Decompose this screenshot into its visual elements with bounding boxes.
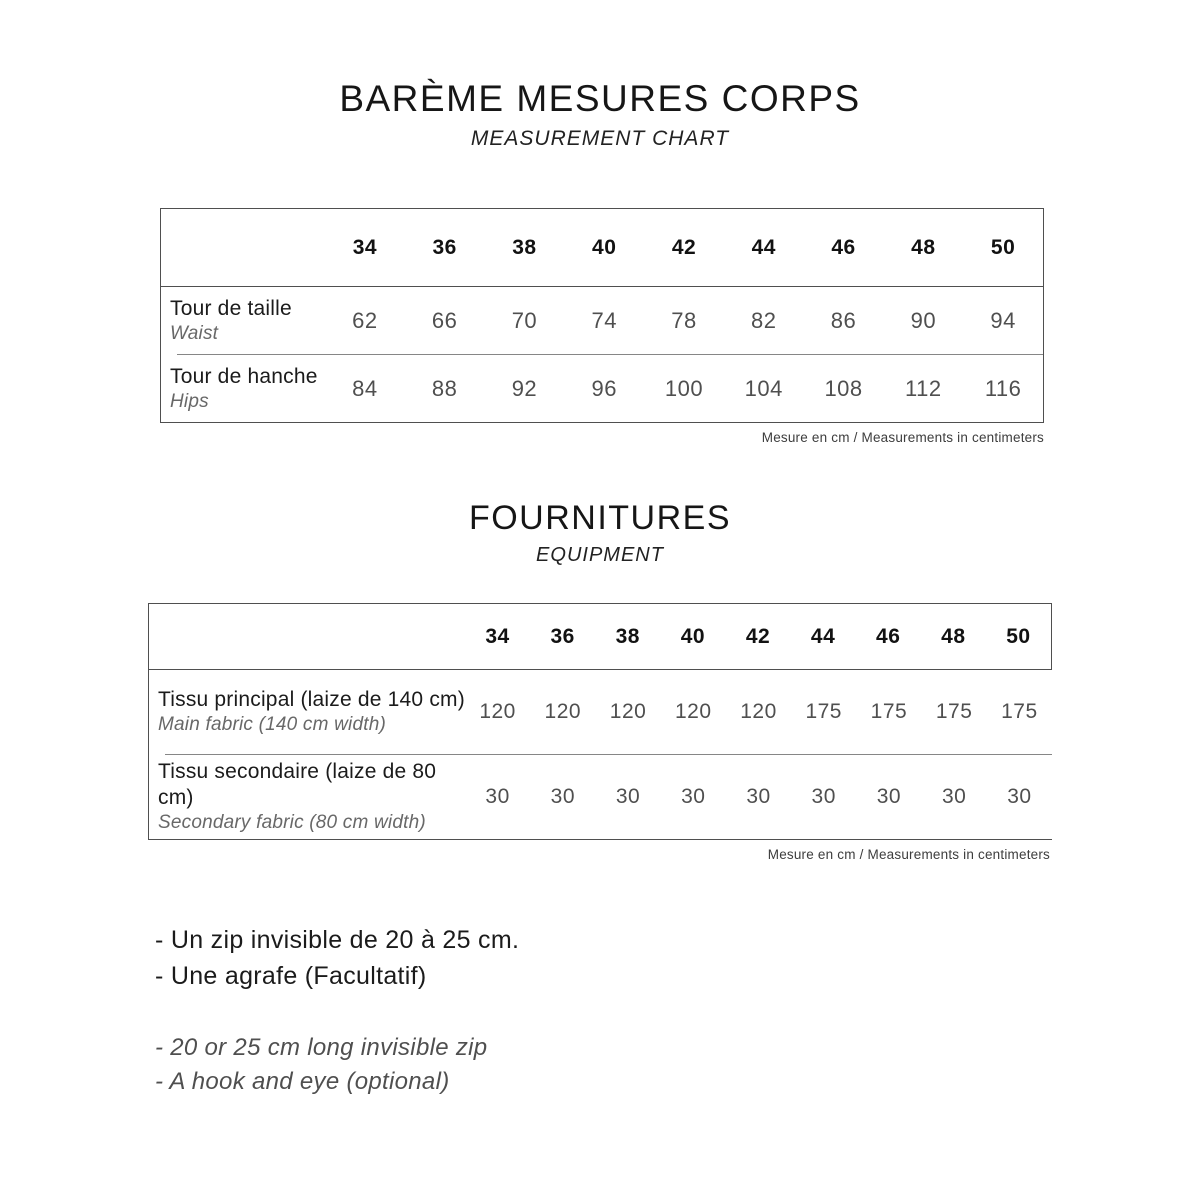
size-header: 34 (352, 235, 378, 259)
size-header: 40 (592, 235, 617, 259)
table-cell: 100 (664, 375, 704, 401)
size-header: 38 (512, 235, 537, 259)
table-cell: 175 (1001, 700, 1038, 723)
table-cell: 94 (990, 307, 1016, 333)
table-cell: 96 (591, 375, 617, 401)
table-cell: 30 (811, 785, 836, 808)
table-cell: 120 (740, 700, 777, 723)
measurement-chart-heading (0, 78, 1200, 151)
table-cell: 175 (935, 700, 973, 723)
row-label-en: Main fabric (140 cm width) (158, 714, 386, 735)
table-row-secondary-fabric (149, 755, 1052, 839)
size-header: 50 (990, 235, 1016, 259)
size-header: 36 (550, 624, 575, 648)
table-cell: 112 (905, 375, 942, 401)
table-row-hips (161, 355, 1043, 422)
page-title: BARÈME MESURES CORPS (339, 78, 861, 119)
note-zip-fr: - Un zip invisible de 20 à 25 cm. (155, 926, 520, 954)
table-row-main-fabric (149, 670, 1052, 754)
table-cell: 86 (830, 307, 857, 333)
table-cell: 104 (744, 375, 783, 401)
size-header: 38 (615, 624, 640, 648)
size-header: 34 (485, 624, 510, 648)
size-header: 48 (911, 235, 936, 259)
row-label-en: Hips (170, 390, 209, 412)
equipment-heading (0, 499, 1200, 567)
size-header: 40 (680, 624, 706, 648)
size-header: 46 (831, 235, 856, 259)
note-zip-en: - 20 or 25 cm long invisible zip (155, 1034, 488, 1061)
note-hook-en: - A hook and eye (optional) (155, 1068, 450, 1095)
size-header: 44 (751, 235, 776, 259)
notes-english (155, 1031, 1200, 1099)
equipment-table (148, 603, 1052, 840)
table-cell: 30 (485, 785, 510, 808)
row-label-en: Secondary fabric (80 cm width) (158, 812, 426, 833)
table-cell: 108 (824, 375, 863, 401)
table-cell: 92 (511, 375, 538, 401)
table-cell: 74 (591, 307, 617, 333)
page-subtitle: MEASUREMENT CHART (470, 127, 730, 150)
table-cell: 116 (984, 375, 1022, 401)
note-hook-fr: - Une agrafe (Facultatif) (155, 962, 427, 990)
table-cell: 30 (550, 785, 575, 808)
size-header: 48 (941, 624, 966, 648)
row-label-en: Waist (170, 322, 219, 344)
measurement-table (160, 208, 1044, 423)
row-label-fr: Tissu secondaire (laize de 80 cm) (158, 760, 437, 809)
notes-section (155, 922, 1200, 1099)
table-cell: 84 (352, 375, 378, 401)
table-cell: 175 (870, 700, 908, 723)
table-cell: 120 (479, 700, 516, 723)
row-label-secondary-fabric (149, 759, 465, 835)
size-header: 50 (1006, 624, 1031, 648)
row-label-hips (161, 364, 325, 414)
size-header: 44 (810, 624, 836, 648)
measurement-table-header-row (161, 209, 1043, 287)
size-header: 36 (432, 235, 457, 259)
table-cell: 88 (431, 375, 458, 401)
table-cell: 120 (674, 700, 712, 723)
table-cell: 175 (805, 700, 842, 723)
units-footnote: Mesure en cm / Measurements in centimeters (767, 847, 1050, 862)
table-cell: 82 (751, 307, 777, 333)
section-subtitle: EQUIPMENT (536, 544, 664, 566)
equipment-table-header-row (149, 603, 1052, 670)
table-cell: 30 (876, 785, 902, 808)
table-cell: 90 (910, 307, 937, 333)
row-label-waist (161, 296, 325, 346)
table-cell: 120 (609, 700, 647, 723)
size-header: 42 (745, 624, 771, 648)
table-cell: 78 (671, 307, 697, 333)
row-label-main-fabric (149, 687, 465, 737)
section-title: FOURNITURES (468, 499, 732, 537)
table-cell: 70 (511, 307, 538, 333)
table-cell: 120 (544, 700, 582, 723)
table-cell: 30 (746, 785, 771, 808)
row-label-fr: Tissu principal (laize de 140 cm) (158, 688, 465, 711)
table-row-waist (161, 287, 1043, 354)
size-header: 46 (876, 624, 901, 648)
table-cell: 30 (615, 785, 641, 808)
table-cell: 62 (352, 307, 378, 333)
size-header: 42 (671, 235, 697, 259)
table-cell: 30 (681, 785, 706, 808)
row-label-fr: Tour de taille (170, 296, 292, 320)
table-cell: 30 (1007, 785, 1032, 808)
notes-french (155, 922, 1200, 994)
units-footnote: Mesure en cm / Measurements in centimeters (761, 430, 1044, 445)
table-cell: 66 (431, 307, 458, 333)
row-label-fr: Tour de hanche (170, 364, 318, 388)
table-cell: 30 (941, 785, 967, 808)
